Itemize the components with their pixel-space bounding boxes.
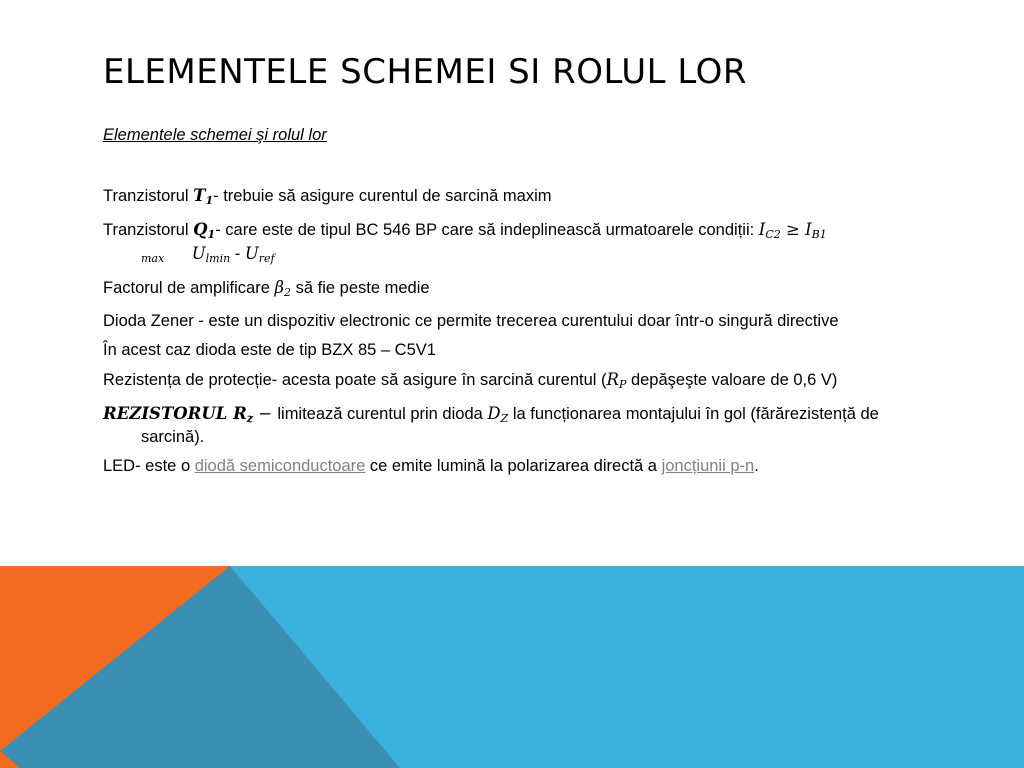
subscript: 1 [207,228,216,241]
paragraph-transistor-t1 [103,186,918,210]
paragraph-led [103,457,918,476]
text: - care este de tipul BC 546 BP care să indeplinească urmatoarele condiții: [215,221,759,239]
text: Tranzistorul [103,221,194,239]
paragraph-resistor-rz [103,404,918,447]
symbol-ic: I [758,220,766,239]
subscript: B1 max [141,228,827,265]
subscript: 1 [205,194,214,207]
text: să fie peste medie [291,279,430,297]
paragraph-zener: Dioda Zener - este un dispozitiv electronic ce permite trecerea curentului doar într-o singură directive [103,312,839,330]
subscript: Z [500,412,509,425]
slide-title: ELEMENTELE SCHEMEI SI ROLUL LOR [103,52,747,92]
text: - [230,245,245,263]
symbol-q: Q [193,220,208,239]
text: Rezistența de protecție- acesta poate să asigure în sarcină curentul ( [103,371,607,389]
text: - trebuie să asigure curentul de sarcină maxim [213,187,552,205]
symbol-ib: I [805,220,812,239]
paragraph-diode-type: În acest caz dioda este de tip BZX 85 – C5V1 [103,341,436,359]
subscript: 2 [284,286,292,299]
decorative-footer-shapes [0,566,1024,768]
subscript: C2 [765,228,781,241]
slide-subtitle: Elementele schemei şi rolul lor [103,126,327,144]
text: depăşeşte valoare de 0,6 V) [626,371,838,389]
subscript: P [618,378,627,391]
paragraph-amplification [103,278,918,302]
text: LED- este o [103,457,195,475]
symbol-dz: D [487,404,501,423]
text: Tranzistorul [103,187,194,205]
symbol-rp: R [606,370,619,389]
text: la funcționarea montajului în gol (fărărezistență de sarcină). [141,405,879,446]
symbol-t: T [193,186,206,205]
paragraph-transistor-q1 [103,220,918,268]
text: ce emite lumină la polarizarea directă a [365,457,662,475]
subscript: ref [258,252,275,265]
symbol-ur: U [244,244,259,263]
link-pn-junction[interactable]: joncțiunii p-n [661,457,755,475]
symbol-ul: U [191,244,206,263]
text: Factorul de amplificare [103,279,275,297]
symbol-geq: ≥ [780,220,806,239]
text: limitează curentul prin dioda [277,405,488,423]
text: . [754,457,759,475]
link-semiconductor-diode[interactable]: diodă semiconductoare [194,457,366,475]
subscript: z [246,412,254,425]
paragraph-protection-resistor [103,370,918,394]
symbol-rz: REZISTORUL R [103,404,247,423]
symbol-beta: β [274,278,285,297]
subscript: lmin [205,252,231,265]
symbol-minus: − [253,404,278,423]
slide-content [103,126,918,486]
